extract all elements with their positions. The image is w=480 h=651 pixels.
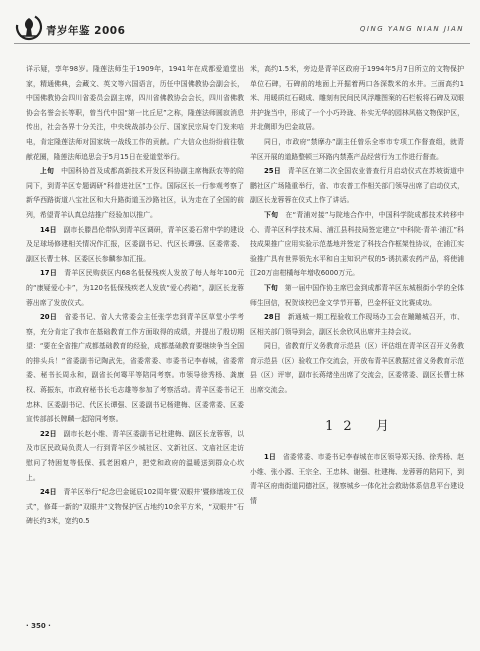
chronicle-entry xyxy=(26,427,244,485)
chronicle-entry xyxy=(26,62,244,164)
left-column xyxy=(26,62,244,529)
header-divider xyxy=(14,43,470,44)
entry-text: 同日，市政府“禁摩办”副主任曾乐全率市专项工作督查组，就青羊区开展的道路整顿三环路内禁燕产品经营行为工作进行督查。 xyxy=(250,137,464,161)
entry-date: 下旬 xyxy=(264,210,286,219)
entry-date: 1日 xyxy=(264,453,283,462)
chronicle-entry xyxy=(250,135,464,164)
chronicle-entry xyxy=(250,164,464,208)
entry-date: 17日 xyxy=(40,269,65,278)
entry-text: 第一届中国作协主席巴金到成都青羊区东城根街小学的全体师生回信，祝贺该校巴金文学节开幕，巴金杯征文比赛成功。 xyxy=(250,283,465,307)
entry-text: 副市长滕昌伦带队到青羊区调研，青羊区委石常中学的建设及足球场修建相关情况作汇报，区委副书记、代区长谭强、区委常委、副区长曹士林、区委区长参麟参加汇报。 xyxy=(26,225,244,263)
chronicle-entry xyxy=(26,164,244,222)
entry-text: 详示疑，享年98岁。隆莲法师生于1909年，1941年在成都爱道堂出家，精通佛典，会藏文、英文等六国语言，历任中国佛教协会副会长，中国佛教协会四川省委员会副主席，四川省佛教协会会长，四川省佛教协会名誉会长等职，曾当代中国“第一比丘尼”之称，隆莲法师圆寂消息传出，社会各界十分关注，中央统战部办公厅、国家民宗局专门发来唁电，肯定隆莲法师对国家统一战线工作的贡献。广大信众也纷纷前往敬献花圈，隆莲法师追思会于5月15日在爱道堂举行。 xyxy=(26,65,244,161)
tree-logo-icon xyxy=(14,12,44,42)
entry-text: 新通城一期工程验收工作现场办工会在蹦蹦城召开，市、区相关部门领导到会，副区长余欣风出席并主持会议。 xyxy=(250,313,464,336)
entry-text: 副市长赵小维、青羊区委副书记杜建梅、副区长龙蓉蓉，以及市区民政局负责人一行到青羊区少城社区、文新社区、文庙社区走访慰问了特困复等低保、孤老困难户，把党和政府的温暖送到群众心坎上。 xyxy=(26,429,244,482)
entry-text: 青羊区民购获区内68名低保残疾人发放了每人每年100元的“康疑爱心卡”，为120名低保残疾老人发放“爱心药箱”，副区长龙蓉蓉出席了发放仪式。 xyxy=(26,269,245,307)
entry-text: 省委常委、市委书记李春城在市区领导郑天扬、徐秀杨、赵小维、张小源、王宗全、王忠林、谢强、杜建梅、龙蓉蓉的陪同下，到青羊区府南街道同德社区，视察城乡一体化社会救助体系信息平台建设情 xyxy=(250,453,465,506)
right-column xyxy=(250,62,464,509)
chronicle-entry xyxy=(250,310,464,339)
chronicle-entry xyxy=(26,310,244,427)
entry-date: 14日 xyxy=(40,225,64,234)
entry-text: 省委书记、省人大常委会主任张学忠到青羊区草堂小学考察，充分肯定了我市在基础教育工作方面取得的成绩，并提出了殷切期望：“要在全省推广成都基础教育的经验，成都基础教育要继续争当全国的排头兵！”省委副书记陶武先，省委常委、市委书记李春城，省委常委、秘书长周永和，副省长何骞平等陪同考察。市领导徐秀杨、龚康权、蒋振东，市政府秘书长毛志雄等参加了考察活动。青羊区委书记王忠林、区委副书记、代区长谭强、区委副书记杨建梅、区委常委、区委宣传部部长牌麟一起陪同考察。 xyxy=(26,313,245,424)
entry-date: 24日 xyxy=(40,488,64,497)
entry-text: 米，高约1.5米，旁边是青羊区政府于1994年5月7日所立的文物保护单位石碑，石碑前的地面上开掘着两口各深数米的水井。三面高约1米、用暖质红石砌成、雕刻有民间民风浮雕图案的石栏板将石碑及双眼井护拢当中，形成了一个小巧玲珑、朴实无华的园林风格文物保护区，并北侧即为巴金故居。 xyxy=(250,65,464,132)
entry-date: 20日 xyxy=(40,313,65,322)
entry-text: 青羊区举行“纪念巴金诞辰102周年暨‘双眼井’暨修缮竣工仪式”，修葺一新的“双眼井”文物保护区占地约10余平方米，“双眼井”石碑长约3米，宽约0.5 xyxy=(26,488,244,526)
chronicle-entry xyxy=(250,208,464,281)
entry-date: 25日 xyxy=(264,167,288,176)
yearbook-title: 青岁年鉴 2006 xyxy=(46,25,126,37)
chronicle-entry xyxy=(26,223,244,267)
chronicle-entry xyxy=(250,339,464,397)
page-header xyxy=(14,18,470,40)
entry-date: 下旬 xyxy=(264,283,285,292)
entry-text: 同日，省教育厅义务教育示范县（区）评估组在青羊区召开义务教育示范县（区）验收工作交流会，开放布青羊区教据过省义务教育示范县（区）评审，副市长蒋绪坐出席了交流会，区委常委、副区长曹士林出席交流会。 xyxy=(250,342,464,395)
chronicle-entry xyxy=(26,266,244,310)
chronicle-entry xyxy=(250,450,464,508)
chronicle-entry xyxy=(250,62,464,135)
entry-text: 青羊区在第二次全国农业普查行月启动仪式在苏坡街道中鹏社区广场隆重举行，省、市农普工作相关部门领导出席了启动仪式，副区长龙蓉蓉在仪式上作了讲话。 xyxy=(250,167,464,205)
entry-text: 在“青浦对接”与院地合作中，中国科学院成都技术转移中心、青羊区科学技术局、浦江县科技局签定建立“中科院·青羊·浦江”科技成果推广应用实验示范基地并签定了科技合作框架性协议，在浦江实验推广具有世界领先水平和自主知识产权的5·诱抗素农药产品，将使浦江20万亩柑橘每年增收6000万元。 xyxy=(250,210,465,278)
entry-text: 中国科协首及成都高新技术开发区科协副主席梅跃农等的陪同下，到青羊区专题调研“科普进社区”工作。国际区长一行参观考察了新华西路街道八宝社区和大升路街道玉沙路社区，认为走在了全国的前列，希望青羊认真总结推广经验加以推广。 xyxy=(26,167,245,219)
chronicle-entry xyxy=(250,281,464,310)
entry-date: 22日 xyxy=(40,429,64,438)
yearbook-latin-title: QING YANG NIAN JIAN xyxy=(359,25,464,33)
entry-date: 28日 xyxy=(264,313,288,322)
page-number: · 350 · xyxy=(26,622,51,630)
month-heading: 12 月 xyxy=(325,418,399,434)
entry-date: 上旬 xyxy=(40,167,62,176)
chronicle-entry xyxy=(26,485,244,529)
